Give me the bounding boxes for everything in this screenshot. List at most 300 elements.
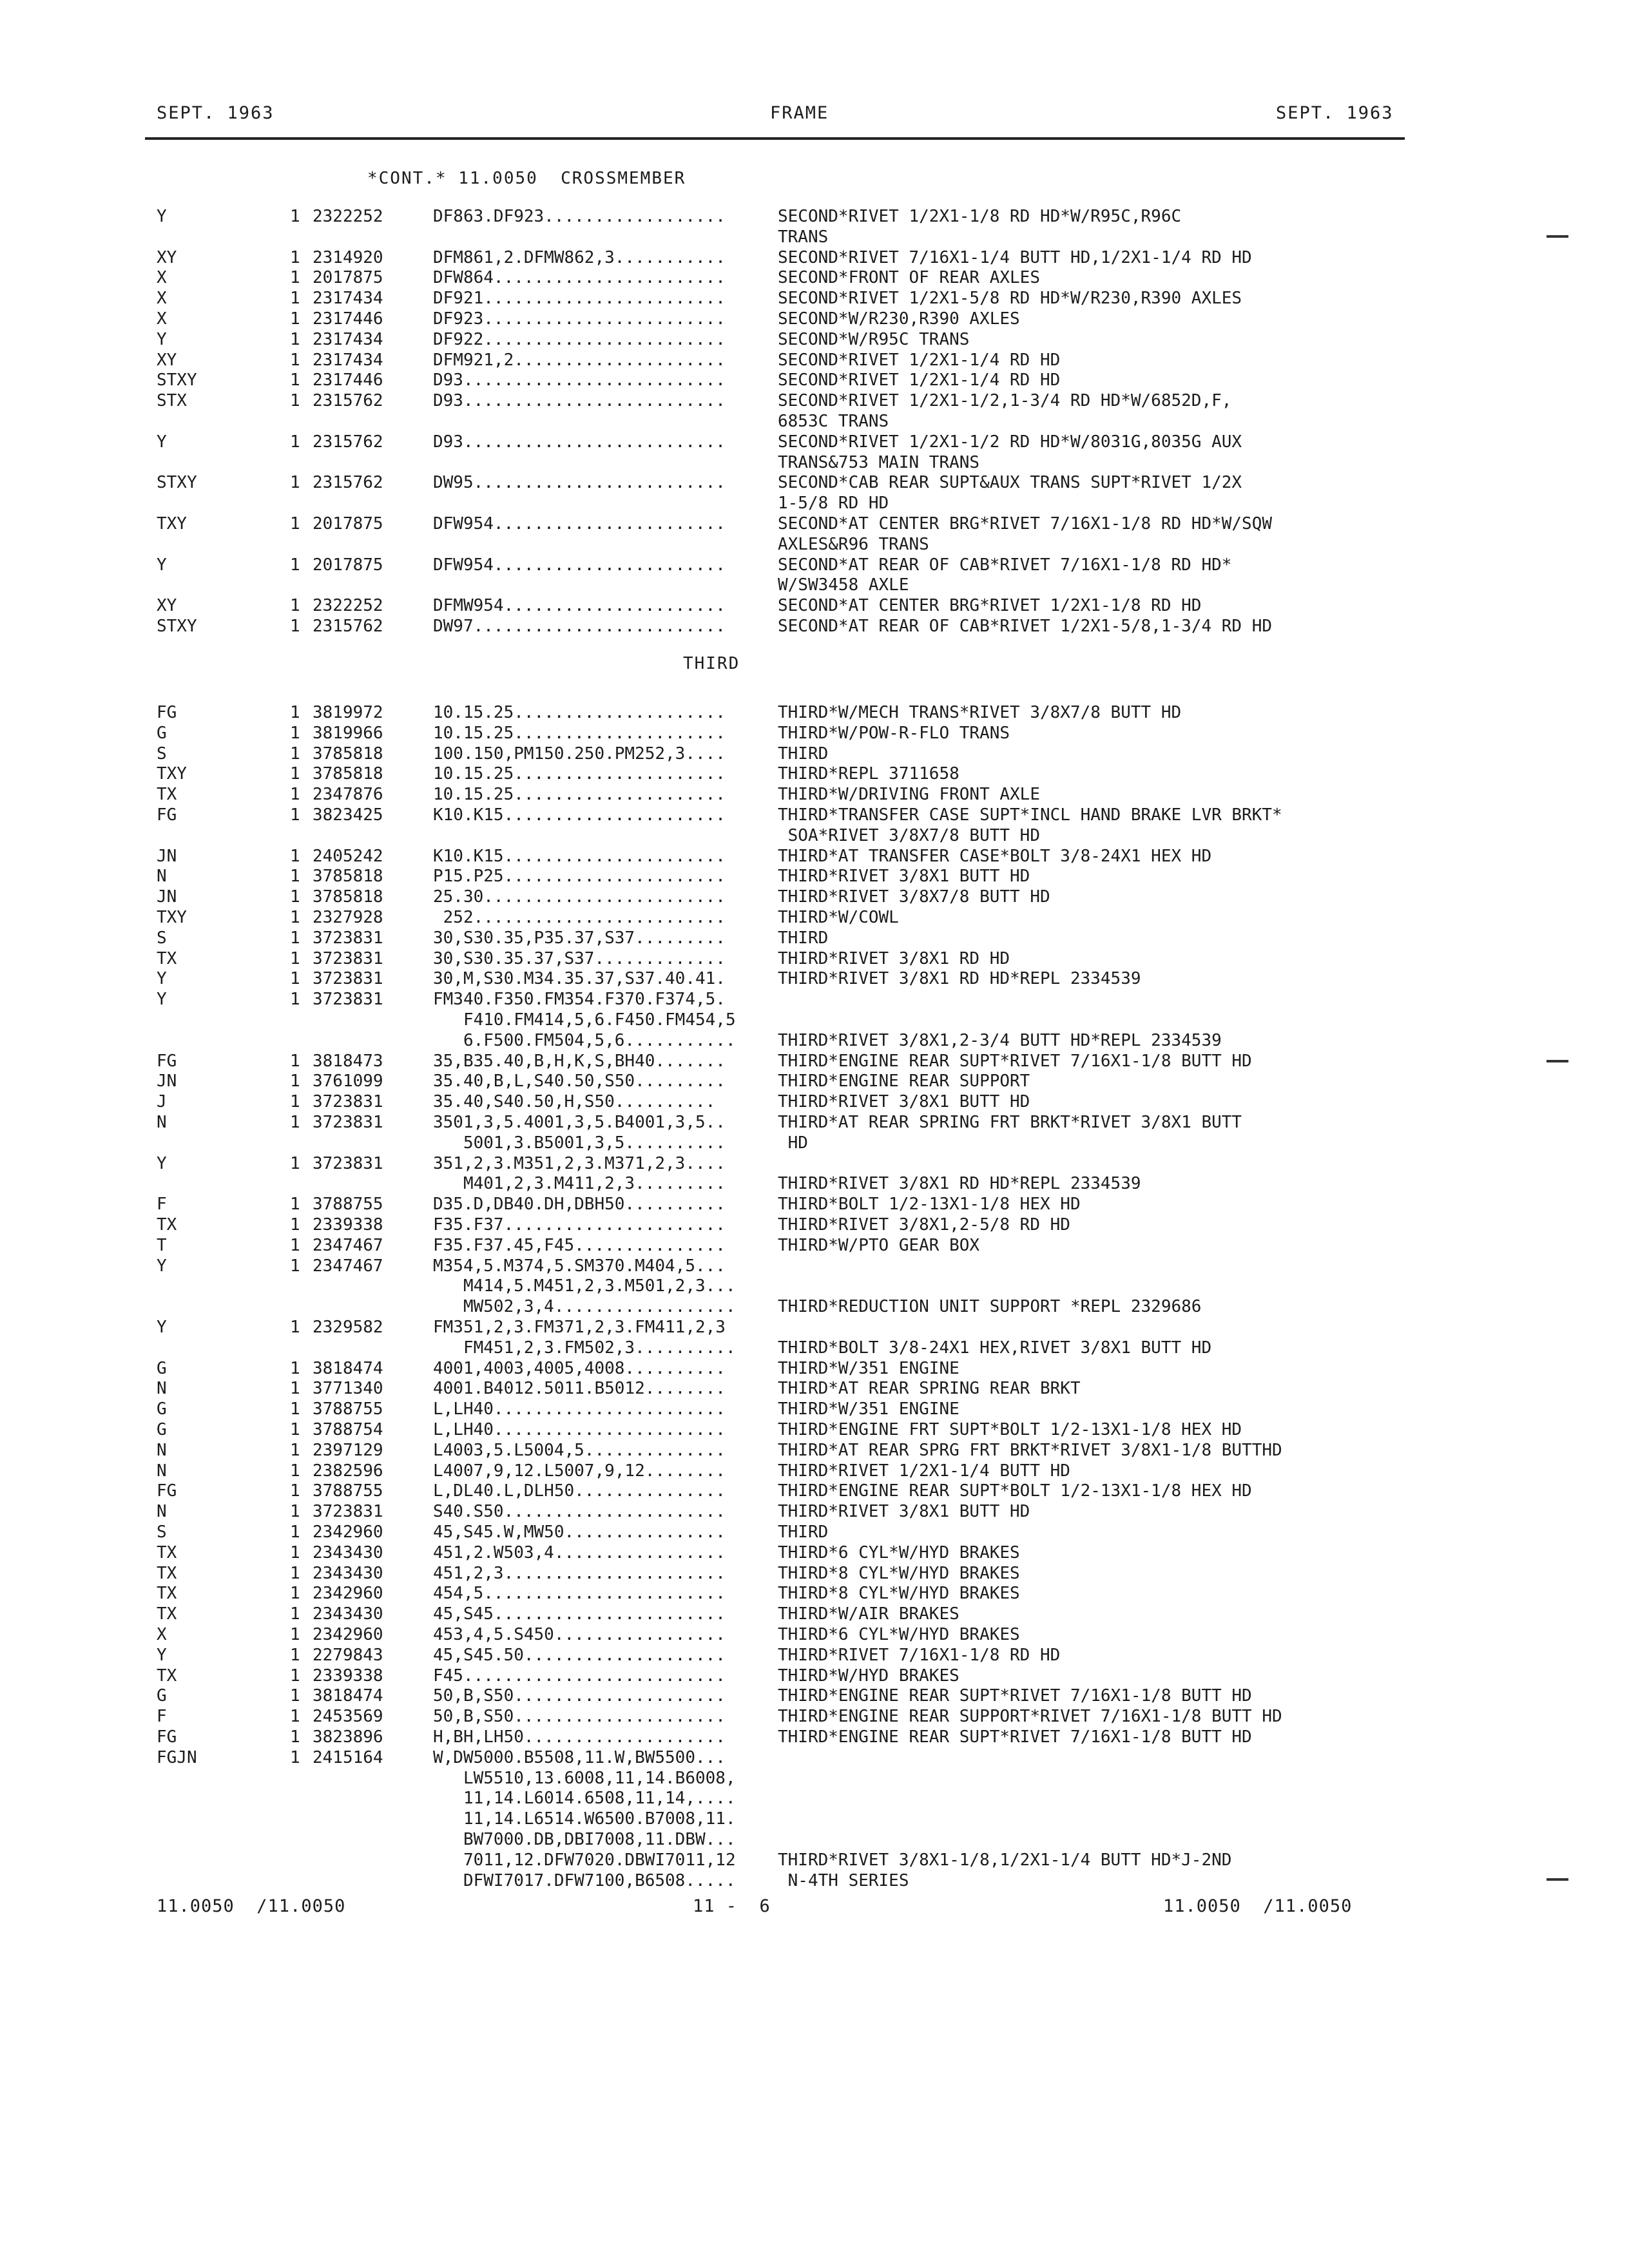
item-model: D35.D,DB40.DH,DBH50.......... <box>433 1195 726 1215</box>
list-item <box>0 907 1629 928</box>
item-desc: TRANS&753 MAIN TRANS <box>778 452 980 472</box>
item-qty: 1 <box>290 785 300 805</box>
item-qty: 1 <box>290 1686 300 1706</box>
item-desc: THIRD*RIVET 3/8X1 RD HD*REPL 2334539 <box>778 969 1141 989</box>
list-item <box>0 1788 1629 1809</box>
item-part: 2279843 <box>313 1645 383 1665</box>
item-code: N <box>157 1379 167 1399</box>
item-code: STXY <box>157 617 197 636</box>
item-qty: 1 <box>290 514 300 533</box>
item-part: 3818473 <box>313 1051 383 1071</box>
header-title: FRAME <box>770 103 829 123</box>
list-item <box>0 575 1629 595</box>
item-desc: THIRD <box>778 1523 829 1542</box>
list-item <box>0 390 1629 411</box>
item-code: FGJN <box>157 1747 197 1767</box>
item-desc: THIRD*BOLT 3/8-24X1 HEX,RIVET 3/8X1 BUTT HD <box>778 1338 1212 1358</box>
item-desc: THIRD*W/POW-R-FLO TRANS <box>778 723 1010 743</box>
margin-mark <box>1547 1878 1568 1881</box>
list-item <box>0 1727 1629 1747</box>
item-model: 4001,4003,4005,4008.......... <box>433 1358 726 1378</box>
list-item <box>0 1870 1629 1891</box>
list-item <box>0 1501 1629 1522</box>
item-model: BW7000.DB,DBI7008,11.DBW... <box>433 1830 736 1849</box>
item-model: 35.40,B,L,S40.50,S50......... <box>433 1072 726 1091</box>
item-model: DFW954....................... <box>433 514 726 533</box>
item-qty: 1 <box>290 1542 300 1562</box>
item-qty: 1 <box>290 1747 300 1767</box>
item-code: JN <box>157 846 177 866</box>
item-desc: THIRD*RIVET 3/8X1 RD HD <box>778 948 1010 968</box>
item-part: 3785818 <box>313 764 383 784</box>
item-part: 2317446 <box>313 370 383 390</box>
item-qty: 1 <box>290 990 300 1010</box>
list-item <box>0 928 1629 948</box>
item-qty: 1 <box>290 1727 300 1747</box>
item-model: DFW954....................... <box>433 555 726 575</box>
item-model: 451,2,3...................... <box>433 1563 726 1583</box>
item-qty: 1 <box>290 1051 300 1071</box>
footer-left-ref: 11.0050 /11.0050 <box>157 1896 346 1916</box>
item-qty: 1 <box>290 1399 300 1419</box>
item-model: L4003,5.L5004,5.............. <box>433 1440 726 1460</box>
item-desc: THIRD*AT REAR SPRING REAR BRKT <box>778 1379 1081 1399</box>
item-part: 2347876 <box>313 785 383 805</box>
item-qty: 1 <box>290 289 300 309</box>
item-code: Y <box>157 207 167 226</box>
item-desc: THIRD*RIVET 3/8X1,2-5/8 RD HD <box>778 1215 1070 1235</box>
item-model: D93.......................... <box>433 391 726 411</box>
item-model: DFMW954...................... <box>433 596 726 616</box>
item-model: 454,5........................ <box>433 1584 726 1604</box>
item-desc: THIRD*ENGINE REAR SUPPORT <box>778 1072 1030 1091</box>
list-item <box>0 784 1629 805</box>
item-model: 100.150,PM150.250.PM252,3.... <box>433 744 726 764</box>
item-desc: THIRD <box>778 744 829 764</box>
item-part: 2347467 <box>313 1235 383 1255</box>
item-qty: 1 <box>290 1256 300 1276</box>
item-model: DFWI7017.DFW7100,B6508..... <box>433 1870 736 1890</box>
item-desc: SECOND*AT REAR OF CAB*RIVET 7/16X1-1/8 RD HD* <box>778 555 1232 575</box>
item-model: DW95......................... <box>433 473 726 493</box>
list-item <box>0 1091 1629 1112</box>
item-qty: 1 <box>290 1604 300 1624</box>
list-item <box>0 1317 1629 1338</box>
item-part: 2314920 <box>313 247 383 267</box>
item-model: DF863.DF923.................. <box>433 207 726 226</box>
item-code: N <box>157 1113 167 1132</box>
list-item <box>0 329 1629 350</box>
list-item <box>0 968 1629 989</box>
list-item <box>0 452 1629 473</box>
item-qty: 1 <box>290 908 300 927</box>
item-part: 3788754 <box>313 1420 383 1439</box>
list-item <box>0 267 1629 288</box>
item-model: 10.15.25..................... <box>433 764 726 784</box>
list-item <box>0 1358 1629 1379</box>
item-model: DFW864....................... <box>433 268 726 288</box>
item-part: 2453569 <box>313 1707 383 1727</box>
item-part: 3723831 <box>313 928 383 948</box>
list-item <box>0 514 1629 534</box>
item-part: 2317434 <box>313 329 383 349</box>
item-part: 3723831 <box>313 990 383 1010</box>
item-part: 2315762 <box>313 473 383 493</box>
item-part: 3823425 <box>313 805 383 825</box>
item-qty: 1 <box>290 723 300 743</box>
item-model: M401,2,3.M411,2,3......... <box>433 1174 726 1194</box>
item-desc: THIRD*TRANSFER CASE SUPT*INCL HAND BRAKE LVR BRKT* <box>778 805 1282 825</box>
item-code: X <box>157 268 167 288</box>
item-model: 4001.B4012.5011.B5012........ <box>433 1379 726 1399</box>
item-qty: 1 <box>290 207 300 226</box>
item-qty: 1 <box>290 1153 300 1173</box>
item-part: 2382596 <box>313 1461 383 1481</box>
item-desc: THIRD*BOLT 1/2-13X1-1/8 HEX HD <box>778 1195 1081 1215</box>
item-code: TX <box>157 785 177 805</box>
item-model: D93.......................... <box>433 432 726 452</box>
item-code: T <box>157 1235 167 1255</box>
item-model: S40.S50...................... <box>433 1502 726 1522</box>
list-item <box>0 887 1629 907</box>
item-model: F35.F37...................... <box>433 1215 726 1235</box>
item-qty: 1 <box>290 1645 300 1665</box>
item-part: 2317434 <box>313 350 383 370</box>
list-item <box>0 1071 1629 1091</box>
list-item <box>0 989 1629 1010</box>
item-qty: 1 <box>290 1625 300 1644</box>
item-code: Y <box>157 969 167 989</box>
list-item <box>0 805 1629 825</box>
item-model: DFM861,2.DFMW862,3........... <box>433 247 726 267</box>
item-desc: THIRD*RIVET 3/8X1 BUTT HD <box>778 1092 1030 1112</box>
item-code: TX <box>157 1215 177 1235</box>
item-model: M414,5.M451,2,3.M501,2,3... <box>433 1276 736 1296</box>
item-part: 2405242 <box>313 846 383 866</box>
list-item <box>0 1563 1629 1584</box>
item-desc: THIRD*W/351 ENGINE <box>778 1358 959 1378</box>
item-desc: SECOND*RIVET 1/2X1-1/2 RD HD*W/8031G,8035G AUX <box>778 432 1242 452</box>
item-part: 2343430 <box>313 1563 383 1583</box>
item-model: 6.F500.FM504,5,6........... <box>433 1030 736 1050</box>
item-code: N <box>157 867 167 887</box>
list-item <box>0 1296 1629 1317</box>
item-desc: 6853C TRANS <box>778 412 889 431</box>
list-item <box>0 1706 1629 1727</box>
item-desc: SECOND*RIVET 1/2X1-1/4 RD HD <box>778 370 1061 390</box>
header-left-date: SEPT. 1963 <box>157 103 275 123</box>
list-item <box>0 1030 1629 1051</box>
item-qty: 1 <box>290 703 300 722</box>
list-item <box>0 1645 1629 1666</box>
item-desc: THIRD*W/PTO GEAR BOX <box>778 1235 980 1255</box>
item-qty: 1 <box>290 309 300 329</box>
item-qty: 1 <box>290 596 300 616</box>
item-model: 30,S30.35.37,S37............. <box>433 948 726 968</box>
item-code: X <box>157 289 167 309</box>
list-item <box>0 948 1629 969</box>
list-item <box>0 1051 1629 1072</box>
item-part: 3788755 <box>313 1195 383 1215</box>
item-desc: N-4TH SERIES <box>778 1870 909 1890</box>
list-item <box>0 1481 1629 1501</box>
item-code: G <box>157 1358 167 1378</box>
item-model: 50,B,S50..................... <box>433 1707 726 1727</box>
list-item <box>0 1829 1629 1850</box>
item-desc: THIRD*8 CYL*W/HYD BRAKES <box>778 1584 1020 1604</box>
list-item <box>0 1112 1629 1133</box>
list-item <box>0 411 1629 432</box>
item-desc: THIRD*W/351 ENGINE <box>778 1399 959 1419</box>
list-item <box>0 309 1629 329</box>
list-item <box>0 1010 1629 1030</box>
item-desc: THIRD*ENGINE REAR SUPPORT*RIVET 7/16X1-1/8 BUTT HD <box>778 1707 1282 1727</box>
item-code: FG <box>157 1481 177 1501</box>
item-model: P15.P25...................... <box>433 867 726 887</box>
item-desc: SECOND*AT REAR OF CAB*RIVET 1/2X1-5/8,1-3/4 RD HD <box>778 617 1273 636</box>
item-model: 35.40,S40.50,H,S50.......... <box>433 1092 716 1112</box>
list-item <box>0 1215 1629 1235</box>
item-code: S <box>157 928 167 948</box>
list-item <box>0 764 1629 784</box>
list-item <box>0 1666 1629 1686</box>
item-model: L4007,9,12.L5007,9,12........ <box>433 1461 726 1481</box>
item-model: H,BH,LH50.................... <box>433 1727 726 1747</box>
item-model: 10.15.25..................... <box>433 723 726 743</box>
item-qty: 1 <box>290 764 300 784</box>
item-desc: AXLES&R96 TRANS <box>778 534 929 554</box>
item-code: TXY <box>157 514 187 533</box>
footer-right-ref: 11.0050 /11.0050 <box>1163 1896 1353 1916</box>
item-code: G <box>157 1686 167 1706</box>
item-desc: SOA*RIVET 3/8X7/8 BUTT HD <box>778 825 1040 845</box>
item-model: 451,2.W503,4................. <box>433 1542 726 1562</box>
item-qty: 1 <box>290 805 300 825</box>
item-model: 45,S45.50.................... <box>433 1645 726 1665</box>
item-desc: THIRD*RIVET 3/8X1-1/8,1/2X1-1/4 BUTT HD*J-2ND <box>778 1850 1232 1870</box>
item-part: 2347467 <box>313 1256 383 1276</box>
list-item <box>0 206 1629 227</box>
item-code: F <box>157 1195 167 1215</box>
list-item <box>0 432 1629 452</box>
item-code: G <box>157 1420 167 1439</box>
item-qty: 1 <box>290 350 300 370</box>
item-desc: THIRD*REPL 3711658 <box>778 764 959 784</box>
item-desc: THIRD*RIVET 3/8X1 BUTT HD <box>778 1502 1030 1522</box>
item-part: 2017875 <box>313 555 383 575</box>
item-model: K10.K15...................... <box>433 805 726 825</box>
header-right-date: SEPT. 1963 <box>1276 103 1394 123</box>
item-part: 3771340 <box>313 1379 383 1399</box>
item-model: DF922........................ <box>433 329 726 349</box>
item-code: N <box>157 1440 167 1460</box>
list-item <box>0 1133 1629 1153</box>
item-code: TXY <box>157 764 187 784</box>
item-part: 3823896 <box>313 1727 383 1747</box>
item-qty: 1 <box>290 928 300 948</box>
header-rule <box>145 137 1405 140</box>
item-desc: THIRD*W/MECH TRANS*RIVET 3/8X7/8 BUTT HD <box>778 703 1182 722</box>
list-item <box>0 1399 1629 1419</box>
item-model: 35,B35.40,B,H,K,S,BH40....... <box>433 1051 726 1071</box>
list-item <box>0 1583 1629 1604</box>
list-item <box>0 1173 1629 1194</box>
item-code: F <box>157 1707 167 1727</box>
item-model: MW502,3,4.................. <box>433 1297 736 1317</box>
item-code: Y <box>157 329 167 349</box>
item-desc: W/SW3458 AXLE <box>778 575 909 595</box>
item-part: 2343430 <box>313 1542 383 1562</box>
item-code: JN <box>157 1072 177 1091</box>
item-code: FG <box>157 1727 177 1747</box>
item-code: XY <box>157 247 177 267</box>
list-item <box>0 1624 1629 1645</box>
item-code: Y <box>157 432 167 452</box>
item-qty: 1 <box>290 555 300 575</box>
item-part: 2342960 <box>313 1523 383 1542</box>
item-model: 351,2,3.M351,2,3.M371,2,3.... <box>433 1153 726 1173</box>
list-item <box>0 1747 1629 1768</box>
item-desc: THIRD*ENGINE REAR SUPT*RIVET 7/16X1-1/8 BUTT HD <box>778 1727 1252 1747</box>
item-part: 2397129 <box>313 1440 383 1460</box>
item-desc: THIRD*AT REAR SPRG FRT BRKT*RIVET 3/8X1-1/8 BUTTHD <box>778 1440 1282 1460</box>
item-model: DW97......................... <box>433 617 726 636</box>
item-model: 11,14.L6014.6508,11,14,.... <box>433 1789 736 1809</box>
list-item <box>0 227 1629 247</box>
item-code: G <box>157 723 167 743</box>
item-desc: THIRD*W/COWL <box>778 908 899 927</box>
list-item <box>0 595 1629 616</box>
item-desc: THIRD*RIVET 3/8X1,2-3/4 BUTT HD*REPL 2334539 <box>778 1030 1222 1050</box>
list-item <box>0 723 1629 744</box>
list-item <box>0 370 1629 390</box>
list-item <box>0 1440 1629 1461</box>
item-desc: TRANS <box>778 227 829 247</box>
item-model: FM340.F350.FM354.F370.F374,5. <box>433 990 726 1010</box>
item-code: TX <box>157 1666 177 1686</box>
item-part: 2342960 <box>313 1584 383 1604</box>
list-item <box>0 1338 1629 1358</box>
item-desc: SECOND*RIVET 1/2X1-1/8 RD HD*W/R95C,R96C <box>778 207 1182 226</box>
item-qty: 1 <box>290 1195 300 1215</box>
item-code: Y <box>157 990 167 1010</box>
item-model: LW5510,13.6008,11,14.B6008, <box>433 1768 736 1788</box>
item-desc: THIRD*6 CYL*W/HYD BRAKES <box>778 1542 1020 1562</box>
item-part: 3785818 <box>313 867 383 887</box>
item-model: 3501,3,5.4001,3,5.B4001,3,5.. <box>433 1113 726 1132</box>
item-model: DF921........................ <box>433 289 726 309</box>
item-qty: 1 <box>290 1072 300 1091</box>
list-item <box>0 1768 1629 1789</box>
item-desc: THIRD <box>778 928 829 948</box>
list-item <box>0 1522 1629 1542</box>
item-code: J <box>157 1092 167 1112</box>
list-item <box>0 1809 1629 1829</box>
item-qty: 1 <box>290 1379 300 1399</box>
item-part: 2017875 <box>313 268 383 288</box>
item-qty: 1 <box>290 1666 300 1686</box>
item-part: 3723831 <box>313 1092 383 1112</box>
item-model: FM451,2,3.FM502,3.......... <box>433 1338 736 1358</box>
list-item <box>0 1461 1629 1481</box>
item-model: 10.15.25..................... <box>433 785 726 805</box>
item-model: DF923........................ <box>433 309 726 329</box>
item-desc: THIRD*8 CYL*W/HYD BRAKES <box>778 1563 1020 1583</box>
item-model: L,DL40.L,DLH50............... <box>433 1481 726 1501</box>
list-item <box>0 472 1629 493</box>
item-part: 3788755 <box>313 1481 383 1501</box>
item-qty: 1 <box>290 867 300 887</box>
margin-mark <box>1547 235 1568 238</box>
item-part: 2329582 <box>313 1318 383 1337</box>
item-code: S <box>157 1523 167 1542</box>
list-item <box>0 1194 1629 1215</box>
item-code: G <box>157 1399 167 1419</box>
item-model: 7011,12.DFW7020.DBWI7011,12 <box>433 1850 736 1870</box>
item-desc: THIRD*W/HYD BRAKES <box>778 1666 959 1686</box>
item-desc: THIRD*ENGINE REAR SUPT*BOLT 1/2-13X1-1/8 HEX HD <box>778 1481 1252 1501</box>
item-model: 30,M,S30.M34.35.37,S37.40.41. <box>433 969 726 989</box>
item-desc: THIRD*REDUCTION UNIT SUPPORT *REPL 2329686 <box>778 1297 1202 1317</box>
list-item <box>0 846 1629 867</box>
item-code: TX <box>157 1563 177 1583</box>
item-code: N <box>157 1502 167 1522</box>
item-code: Y <box>157 1318 167 1337</box>
item-desc: THIRD*ENGINE REAR SUPT*RIVET 7/16X1-1/8 BUTT HD <box>778 1051 1252 1071</box>
item-code: XY <box>157 596 177 616</box>
item-part: 2339338 <box>313 1666 383 1686</box>
item-desc: SECOND*RIVET 1/2X1-5/8 RD HD*W/R230,R390 AXLES <box>778 289 1242 309</box>
list-item <box>0 744 1629 764</box>
item-code: STXY <box>157 473 197 493</box>
item-code: Y <box>157 1153 167 1173</box>
item-desc: THIRD*RIVET 7/16X1-1/8 RD HD <box>778 1645 1061 1665</box>
item-part: 2315762 <box>313 391 383 411</box>
item-part: 2415164 <box>313 1747 383 1767</box>
item-qty: 1 <box>290 391 300 411</box>
item-code: FG <box>157 703 177 722</box>
list-item <box>0 866 1629 887</box>
list-item <box>0 702 1629 723</box>
item-desc: SECOND*AT CENTER BRG*RIVET 1/2X1-1/8 RD HD <box>778 596 1202 616</box>
item-part: 3761099 <box>313 1072 383 1091</box>
item-code: TX <box>157 1542 177 1562</box>
item-qty: 1 <box>290 370 300 390</box>
list-item <box>0 1419 1629 1440</box>
item-qty: 1 <box>290 969 300 989</box>
item-part: 3723831 <box>313 969 383 989</box>
item-code: TX <box>157 948 177 968</box>
item-part: 3785818 <box>313 887 383 907</box>
item-desc: SECOND*W/R230,R390 AXLES <box>778 309 1020 329</box>
item-part: 3788755 <box>313 1399 383 1419</box>
item-code: Y <box>157 555 167 575</box>
item-model: 252......................... <box>433 908 726 927</box>
item-model: F35.F37.45,F45............... <box>433 1235 726 1255</box>
item-part: 2342960 <box>313 1625 383 1644</box>
item-qty: 1 <box>290 1318 300 1337</box>
item-desc: THIRD*ENGINE REAR SUPT*RIVET 7/16X1-1/8 BUTT HD <box>778 1686 1252 1706</box>
item-desc: SECOND*RIVET 7/16X1-1/4 BUTT HD,1/2X1-1/4 RD HD <box>778 247 1252 267</box>
item-desc: THIRD*RIVET 3/8X1 RD HD*REPL 2334539 <box>778 1174 1141 1194</box>
item-model: 25.30........................ <box>433 887 726 907</box>
item-model: D93.......................... <box>433 370 726 390</box>
item-qty: 1 <box>290 1440 300 1460</box>
item-model: 5001,3.B5001,3,5.......... <box>433 1133 726 1153</box>
item-desc: THIRD*AT REAR SPRING FRT BRKT*RIVET 3/8X1 BUTT <box>778 1113 1242 1132</box>
item-qty: 1 <box>290 744 300 764</box>
item-desc: SECOND*FRONT OF REAR AXLES <box>778 268 1040 288</box>
